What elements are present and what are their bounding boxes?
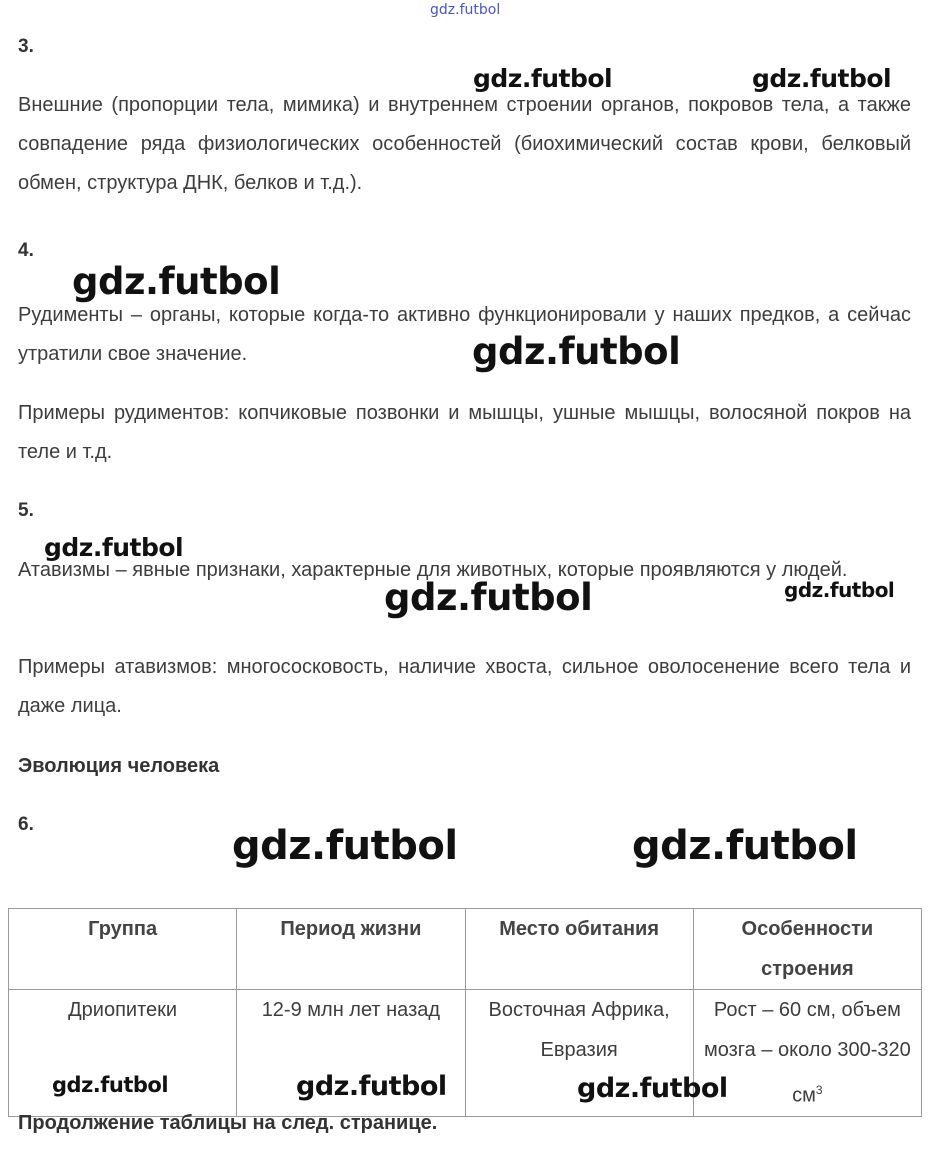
watermark: gdz.futbol: [473, 64, 613, 93]
table-row: [9, 990, 922, 1117]
watermark: gdz.futbol: [44, 533, 184, 562]
table-header-row: [9, 909, 922, 990]
watermark: gdz.futbol: [752, 64, 892, 93]
watermark: gdz.futbol: [577, 1073, 728, 1104]
cell-group: Дриопитеки: [9, 990, 237, 1117]
watermark: gdz.futbol: [72, 260, 281, 303]
paragraph-5-definition: Атавизмы – явные признаки, характерные для животных, которые проявляются у людей.: [18, 559, 848, 581]
watermark: gdz.futbol: [632, 823, 858, 869]
footer-note: Продолжение таблицы на след. странице.: [18, 1112, 438, 1134]
paragraph-3: Внешние (пропорции тела, мимика) и внутреннем строении органов, покровов тела, а также совпадение ряда физиологических особенностей (биохимический состав крови, белковый обмен, структура ДНК, белков и т.д.).: [18, 94, 911, 194]
paragraph-4-examples: Примеры рудиментов: копчиковые позвонки и мышцы, ушные мышцы, волосяной покров на теле и т.д.: [18, 402, 911, 463]
table-header-group: Группа: [9, 909, 237, 990]
paragraph-4-definition: Рудименты – органы, которые когда-то активно функционировали у наших предков, а сейчас утратили свое значение.: [18, 304, 911, 365]
cell-habitat: Восточная Африка, Евразия: [465, 990, 693, 1117]
top-watermark: gdz.futbol: [430, 2, 501, 18]
paragraph-5-examples: Примеры атавизмов: многососковость, наличие хвоста, сильное оволосенение всего тела и даже лица.: [18, 656, 911, 717]
section-number-3: 3.: [18, 36, 34, 57]
table-header-period: Период жизни: [237, 909, 465, 990]
section-heading: Эволюция человека: [18, 755, 220, 777]
watermark: gdz.futbol: [472, 330, 681, 373]
cell-period: 12-9 млн лет назад: [237, 990, 465, 1117]
watermark: gdz.futbol: [384, 576, 593, 619]
watermark: gdz.futbol: [52, 1073, 169, 1097]
section-number-6: 6.: [18, 814, 34, 835]
cell-features-text: Рост – 60 см, объем мозга – около 300-320 см: [703, 999, 911, 1107]
cell-features-superscript: 3: [815, 1083, 823, 1097]
table-header-habitat: Место обитания: [465, 909, 693, 990]
section-number-5: 5.: [18, 500, 34, 521]
section-number-4: 4.: [18, 240, 34, 261]
watermark: gdz.futbol: [232, 823, 458, 869]
watermark: gdz.futbol: [296, 1071, 447, 1102]
table-header-features: Особенности строения: [693, 909, 921, 990]
watermark: gdz.futbol: [784, 578, 895, 602]
